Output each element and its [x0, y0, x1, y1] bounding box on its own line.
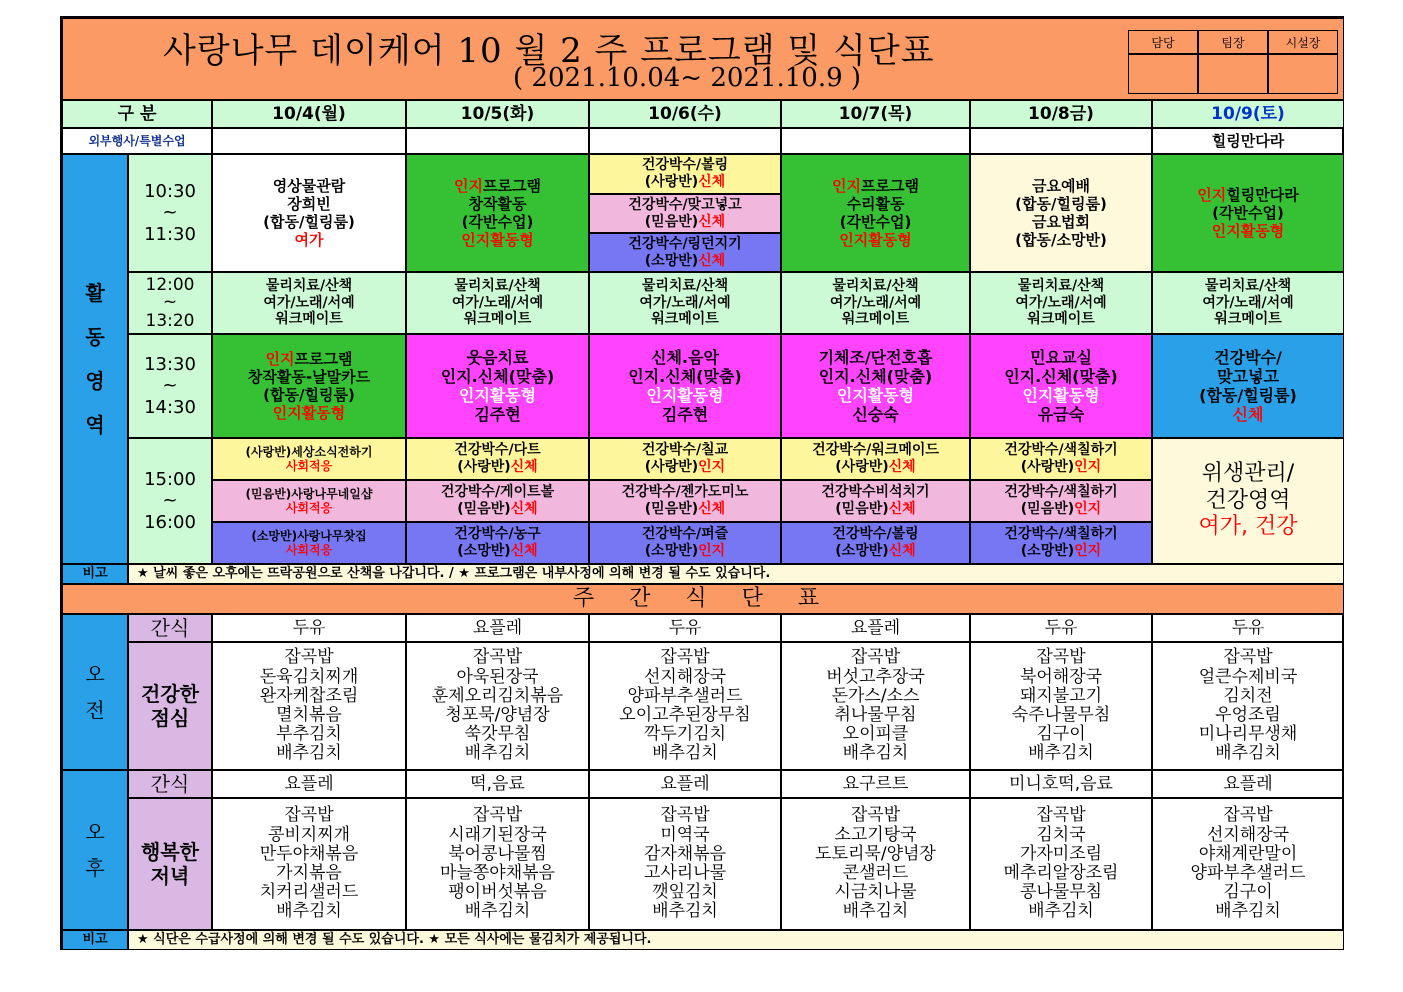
snack-item: 두유: [1044, 617, 1078, 638]
am-snack-sat: [1152, 614, 1344, 642]
menu-item: 콩나물무침: [1019, 882, 1103, 903]
am-meal-label: 건강한 점심: [128, 642, 212, 770]
pm-meal-thu: [781, 798, 970, 930]
slot1-wed-sarang: 건강박수/볼링 (사랑반)신체: [589, 154, 781, 194]
slot1-fri: 금요예배 (합동/힐링룸) 금요법회 (합동/소망반): [970, 154, 1152, 272]
am-snack-thu: [781, 614, 970, 642]
slot4-thu-somang: 건강박수/볼링 (소망반)신체: [781, 522, 970, 564]
note2-label: 비고: [62, 930, 128, 950]
slot3-thu: 기체조/단전호흡 인지.신체(맞춤) 인지활동형 신숭숙: [781, 334, 970, 438]
menu-item: 가지볶음: [276, 863, 342, 883]
menu-item: 선지해장국: [1206, 824, 1290, 845]
menu-item: 잡곡밥: [1223, 805, 1273, 826]
pm-snack-thu: [781, 770, 970, 798]
menu-item: 잡곡밥: [660, 647, 710, 668]
time-slot-1: 10:30 ~ 11:30: [128, 154, 212, 272]
menu-item: 청포묵/양념장: [445, 705, 550, 725]
menu-item: 소고기탕국: [834, 824, 917, 845]
menu-item: 잡곡밥: [1223, 647, 1273, 668]
snack-item: 요구르트: [842, 773, 909, 794]
snack-item: 떡,음료: [470, 773, 525, 794]
menu-item: 시래기된장국: [448, 824, 547, 845]
menu-item: 김구이: [1036, 724, 1086, 745]
pm-meal-wed: [589, 798, 781, 930]
slot3-mon: 인지프로그램 창작활동-날말카드 (합동/힐링룸) 인지활동형: [212, 334, 406, 438]
slot1-tue: 인지프로그램 창작활동 (각반수업) 인지활동형: [406, 154, 589, 272]
snack-item: 요플레: [284, 773, 334, 794]
special-fri: [970, 128, 1152, 154]
menu-item: 돈육김치찌개: [259, 666, 359, 687]
snack-item: 두유: [292, 617, 326, 638]
slot4-fri-sarang: 건강박수/색칠하기 (사랑반)인지: [970, 438, 1152, 480]
am-snack-mon: [212, 614, 406, 642]
menu-item: 선지해장국: [643, 666, 727, 687]
menu-item: 배추김치: [1028, 743, 1094, 764]
menu-item: 배추김치: [1215, 901, 1281, 922]
menu-item: 김치전: [1223, 685, 1273, 706]
note2-text: ★ 식단은 수급사정에 의해 변경 될 수도 있습니다. ★ 모든 식사에는 물김치가 제공됩니다.: [128, 930, 1344, 950]
menu-item: 배추김치: [652, 743, 718, 764]
menu-item: 시금치나물: [834, 882, 917, 903]
snack-item: 두유: [668, 617, 702, 638]
pm-snack-tue: [406, 770, 589, 798]
day-header-mon: 10/4(월): [212, 100, 406, 128]
slot2-thu: 물리치료/산책 여가/노래/서예 워크메이트: [781, 272, 970, 334]
menu-item: 배추김치: [464, 901, 531, 922]
am-snack-label: 간식: [128, 614, 212, 642]
slot4-mon-somang: (소망반)사랑나무찻집 사회적응: [212, 522, 406, 564]
pm-meal-fri: [970, 798, 1152, 930]
approval-sign-2: [1198, 54, 1268, 94]
menu-item: 콘샐러드: [842, 863, 909, 883]
day-header-wed: 10/6(수): [589, 100, 781, 128]
special-sat: 힐링만다라: [1152, 128, 1344, 154]
special-label: 외부행사/특별수업: [62, 128, 212, 154]
day-header-fri: 10/8금): [970, 100, 1152, 128]
menu-item: 배추김치: [1215, 743, 1281, 764]
menu-item: 잡곡밥: [472, 805, 523, 826]
slot2-sat: 물리치료/산책 여가/노래/서예 워크메이트: [1152, 272, 1344, 334]
menu-item: 김구이: [1223, 882, 1273, 903]
snack-item: 요플레: [1223, 773, 1273, 794]
menu-item: 배추김치: [842, 901, 909, 922]
am-meal-mon: [212, 642, 406, 770]
menu-item: 잡곡밥: [1036, 805, 1086, 826]
slot1-mon: 영상물관람 장희빈 (합동/힐링룸) 여가: [212, 154, 406, 272]
slot2-mon: 물리치료/산책 여가/노래/서예 워크메이트: [212, 272, 406, 334]
approval-label-3: 시설장: [1268, 30, 1338, 54]
menu-item: 감자채볶음: [643, 843, 727, 864]
slot2-fri: 물리치료/산책 여가/노래/서예 워크메이트: [970, 272, 1152, 334]
menu-item: 깍두기김치: [643, 724, 727, 745]
snack-item: 미니호떡,음료: [1009, 773, 1113, 794]
menu-item: 잡곡밥: [1036, 647, 1086, 668]
slot4-thu-sarang: 건강박수/워크메이드 (사랑반)신체: [781, 438, 970, 480]
page-title: 사랑나무 데이케어 10 월 2 주 프로그램 및 식단표: [163, 31, 935, 71]
menu-item: 가자미조림: [1019, 843, 1103, 864]
slot4-tue-somang: 건강박수/농구 (소망반)신체: [406, 522, 589, 564]
menu-item: 잡곡밥: [472, 647, 523, 668]
am-meal-thu: [781, 642, 970, 770]
header-label: 구 분: [62, 100, 212, 128]
menu-item: 북어콩나물찜: [448, 843, 547, 864]
pm-label: 오 후: [62, 770, 128, 930]
date-range: ( 2021.10.04~ 2021.10.9 ): [513, 63, 862, 93]
menu-item: 야채계란말이: [1198, 843, 1298, 864]
menu-item: 배추김치: [276, 901, 342, 922]
pm-meal-tue: [406, 798, 589, 930]
menu-item: 잡곡밥: [850, 647, 901, 668]
am-meal-tue: [406, 642, 589, 770]
pm-snack-mon: [212, 770, 406, 798]
menu-item: 우엉조림: [1215, 705, 1281, 725]
am-meal-fri: [970, 642, 1152, 770]
slot4-wed-mideum: 건강박수/젠가도미노 (믿음반)신체: [589, 480, 781, 522]
slot4-wed-somang: 건강박수/퍼즐 (소망반)인지: [589, 522, 781, 564]
menu-item: 오이고추된장무침: [619, 705, 751, 725]
menu-item: 만두야채볶음: [259, 843, 359, 864]
menu-item: 부추김치: [276, 724, 342, 745]
pm-snack-label: 간식: [128, 770, 212, 798]
pm-meal-sat: [1152, 798, 1344, 930]
slot4-mon-mideum: (믿음반)사랑나무네일샵 사회적응: [212, 480, 406, 522]
menu-item: 팽이버섯볶음: [448, 882, 547, 903]
am-snack-wed: [589, 614, 781, 642]
slot1-thu: 인지프로그램 수리활동 (각반수업) 인지활동형: [781, 154, 970, 272]
pm-snack-fri: [970, 770, 1152, 798]
slot4-thu-mideum: 건강박수비석치기 (믿음반)신체: [781, 480, 970, 522]
menu-item: 고사리나물: [643, 863, 727, 883]
am-meal-sat: [1152, 642, 1344, 770]
am-meal-wed: [589, 642, 781, 770]
menu-item: 잡곡밥: [284, 647, 334, 668]
pm-snack-wed: [589, 770, 781, 798]
menu-item: 얼큰수제비국: [1198, 666, 1298, 687]
menu-item: 완자케찹조림: [259, 685, 359, 706]
menu-item: 버섯고추장국: [826, 666, 925, 687]
menu-item: 김치국: [1036, 824, 1086, 845]
menu-item: 북어해장국: [1019, 666, 1103, 687]
menu-item: 돼지불고기: [1019, 685, 1103, 706]
menu-item: 배추김치: [464, 743, 531, 764]
approval-label-2: 팀장: [1198, 30, 1268, 54]
pm-meal-mon: [212, 798, 406, 930]
slot3-sat: 건강박수/ 맞고넣고 (합동/힐링룸) 신체: [1152, 334, 1344, 438]
menu-item: 잡곡밥: [284, 805, 334, 826]
menu-item: 배추김치: [276, 743, 342, 764]
slot3-fri: 민요교실 인지.신체(맞춤) 인지활동형 유금숙: [970, 334, 1152, 438]
day-header-tue: 10/5(화): [406, 100, 589, 128]
snack-item: 두유: [1231, 617, 1265, 638]
special-mon: [212, 128, 406, 154]
menu-item: 배추김치: [1028, 901, 1094, 922]
snack-item: 요플레: [660, 773, 710, 794]
slot4-tue-sarang: 건강박수/다트 (사랑반)신체: [406, 438, 589, 480]
menu-item: 양파부추샐러드: [1190, 863, 1306, 883]
slot2-wed: 물리치료/산책 여가/노래/서예 워크메이트: [589, 272, 781, 334]
menu-item: 양파부추샐러드: [627, 685, 743, 706]
slot1-wed-mideum: 건강박수/맞고넣고 (믿음반)신체: [589, 194, 781, 233]
schedule-sheet: [60, 16, 1344, 950]
special-thu: [781, 128, 970, 154]
menu-item: 깻잎김치: [652, 882, 718, 903]
note1-label: 비고: [62, 564, 128, 584]
menu-item: 훈제오리김치볶음: [431, 685, 564, 706]
menu-item: 메추리알장조림: [1003, 863, 1119, 883]
slot4-fri-mideum: 건강박수/색칠하기 (믿음반)인지: [970, 480, 1152, 522]
menu-item: 배추김치: [842, 743, 909, 764]
snack-item: 요플레: [472, 617, 523, 638]
time-slot-2: 12:00 ~ 13:20: [128, 272, 212, 334]
menu-item: 쑥갓무침: [464, 724, 531, 745]
menu-item: 아욱된장국: [456, 666, 539, 687]
approval-label-1: 담당: [1128, 30, 1198, 54]
slot1-wed-somang: 건강박수/링던지기 (소망반)신체: [589, 233, 781, 272]
menu-item: 배추김치: [652, 901, 718, 922]
slot3-wed: 신체.음악 인지.신체(맞춤) 인지활동형 김주현: [589, 334, 781, 438]
day-header-sat: 10/9(토): [1152, 100, 1344, 128]
am-label: 오 전: [62, 614, 128, 770]
slot4-fri-somang: 건강박수/색칠하기 (소망반)인지: [970, 522, 1152, 564]
approval-sign-3: [1268, 54, 1338, 94]
am-snack-tue: [406, 614, 589, 642]
special-wed: [589, 128, 781, 154]
menu-item: 멸치볶음: [276, 705, 342, 725]
time-slot-3: 13:30 ~ 14:30: [128, 334, 212, 438]
slot1-sat: 인지힐링만다라 (각반수업) 인지활동형: [1152, 154, 1344, 272]
menu-item: 도토리묵/양념장: [815, 843, 936, 864]
activity-section-label: 활 동 영 역: [62, 154, 128, 564]
slot4-wed-sarang: 건강박수/칠교 (사랑반)인지: [589, 438, 781, 480]
slot4-mon-sarang: (사랑반)세상소식전하기 사회적응: [212, 438, 406, 480]
slot4-tue-mideum: 건강박수/게이트볼 (믿음반)신체: [406, 480, 589, 522]
pm-snack-sat: [1152, 770, 1344, 798]
time-slot-4: 15:00 ~ 16:00: [128, 438, 212, 564]
slot4-sat: 위생관리/ 건강영역 여가, 건강: [1152, 438, 1344, 564]
note1-text: ★ 날씨 좋은 오후에는 뜨락공원으로 산책을 나갑니다. / ★ 프로그램은 내부사정에 의해 변경 될 수도 있습니다.: [128, 564, 1344, 584]
menu-item: 돈가스/소스: [831, 685, 920, 706]
day-header-thu: 10/7(목): [781, 100, 970, 128]
snack-item: 요플레: [850, 617, 901, 638]
menu-item: 숙주나물무침: [1011, 705, 1111, 725]
menu-title: 주 간 식 단 표: [62, 584, 1344, 614]
pm-meal-label: 행복한 저녁: [128, 798, 212, 930]
am-snack-fri: [970, 614, 1152, 642]
menu-item: 잡곡밥: [850, 805, 901, 826]
menu-item: 마늘쫑야채볶음: [440, 863, 555, 883]
slot3-tue: 웃음치료 인지.신체(맞춤) 인지활동형 김주현: [406, 334, 589, 438]
menu-item: 미역국: [660, 824, 710, 845]
menu-item: 미나리무생채: [1198, 724, 1298, 745]
menu-item: 치커리샐러드: [259, 882, 359, 903]
slot2-tue: 물리치료/산책 여가/노래/서예 워크메이트: [406, 272, 589, 334]
menu-item: 취나물무침: [834, 705, 917, 725]
menu-item: 콩비지찌개: [267, 824, 351, 845]
menu-item: 잡곡밥: [660, 805, 710, 826]
menu-item: 오이피클: [842, 724, 909, 745]
approval-sign-1: [1128, 54, 1198, 94]
special-tue: [406, 128, 589, 154]
